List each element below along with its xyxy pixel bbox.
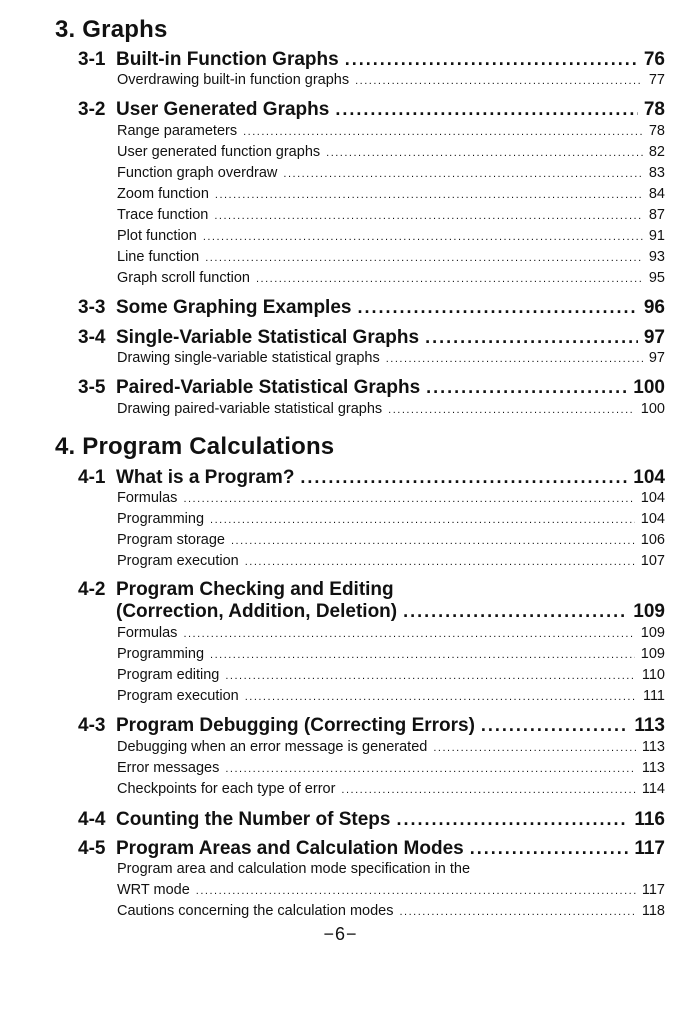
dot-leader	[225, 760, 636, 778]
dot-leader	[214, 207, 643, 225]
section-page: 117	[634, 838, 665, 859]
section-title-line1: Program Checking and Editing	[116, 579, 394, 600]
entry-page: 100	[640, 401, 665, 417]
entry-title: Program execution	[117, 688, 239, 704]
toc-entry[interactable]	[117, 248, 665, 267]
toc-entry[interactable]	[117, 206, 665, 225]
dot-leader	[245, 553, 635, 571]
dot-leader	[243, 123, 643, 141]
entry-page: 95	[648, 270, 665, 286]
toc-entry-line1: Program area and calculation mode specification in the	[117, 861, 471, 877]
dot-leader	[196, 882, 636, 900]
dot-leader	[433, 739, 636, 757]
entry-title: Graph scroll function	[117, 270, 250, 286]
entry-title: Checkpoints for each type of error	[117, 781, 336, 797]
entry-page: 114	[641, 781, 665, 797]
entry-title: Drawing single-variable statistical graphs	[117, 350, 380, 366]
toc-entry[interactable]	[117, 71, 665, 90]
entry-title: Programming	[117, 511, 205, 527]
section-page: 109	[633, 601, 665, 622]
entry-page: 118	[641, 903, 665, 919]
toc-section-3-4[interactable]	[78, 326, 665, 349]
entry-title: User generated function graphs	[117, 144, 321, 160]
section-number: 3-1	[78, 49, 106, 70]
toc-entry[interactable]	[117, 624, 665, 643]
entry-title: Line function	[117, 249, 200, 265]
section-number: 4-5	[78, 838, 106, 859]
toc-entry[interactable]	[117, 531, 665, 550]
entry-page: 111	[642, 688, 665, 704]
dot-leader	[300, 466, 627, 488]
dot-leader	[210, 511, 635, 529]
entry-page: 106	[640, 532, 665, 548]
toc-entry[interactable]	[117, 687, 665, 706]
section-number: 4-1	[78, 467, 106, 488]
chapter-3-heading: 3. Graphs	[55, 16, 168, 43]
dot-leader	[396, 808, 628, 830]
entry-page: 91	[648, 228, 665, 244]
section-page: 76	[643, 49, 665, 70]
toc-entry[interactable]	[117, 881, 665, 900]
toc-section-3-1[interactable]	[78, 48, 665, 71]
section-page: 113	[634, 715, 665, 736]
section-title: Single-Variable Statistical Graphs	[116, 327, 420, 348]
section-page: 104	[633, 467, 665, 488]
entry-page: 110	[641, 667, 665, 683]
toc-entry[interactable]	[117, 269, 665, 288]
toc-entry[interactable]	[117, 164, 665, 183]
section-number: 4-2	[78, 579, 106, 600]
dot-leader	[355, 72, 643, 90]
toc-entry[interactable]	[117, 122, 665, 141]
entry-title: Zoom function	[117, 186, 209, 202]
dot-leader	[210, 646, 635, 664]
entry-page: 87	[648, 207, 665, 223]
section-title: User Generated Graphs	[116, 99, 330, 120]
toc-section-4-5[interactable]	[78, 837, 665, 860]
dot-leader	[470, 837, 629, 859]
page-number-footer: −6−	[323, 924, 358, 944]
entry-title: Drawing paired-variable statistical graphs	[117, 401, 383, 417]
dot-leader	[403, 600, 627, 622]
toc-section-3-5[interactable]	[78, 376, 665, 399]
entry-title: Debugging when an error message is generated	[117, 739, 428, 755]
dot-leader	[399, 903, 635, 921]
section-title: (Correction, Addition, Deletion)	[116, 601, 398, 622]
entry-title: Cautions concerning the calculation modes	[117, 903, 394, 919]
entry-page: 113	[641, 760, 665, 776]
dot-leader	[386, 350, 643, 368]
section-page: 96	[643, 297, 665, 318]
toc-section-4-2-line1[interactable]	[78, 579, 665, 601]
entry-title: Program storage	[117, 532, 225, 548]
entry-page: 77	[648, 72, 665, 88]
section-title: Paired-Variable Statistical Graphs	[116, 377, 421, 398]
dot-leader	[326, 144, 643, 162]
entry-title: Trace function	[117, 207, 209, 223]
dot-leader	[357, 296, 637, 318]
toc-entry[interactable]	[117, 489, 665, 508]
toc-section-4-1[interactable]	[78, 466, 665, 489]
entry-page: 82	[648, 144, 665, 160]
entry-title: Programming	[117, 646, 205, 662]
section-title: Program Areas and Calculation Modes	[116, 838, 464, 859]
toc-entry[interactable]	[117, 759, 665, 778]
dot-leader	[215, 186, 643, 204]
section-number: 4-3	[78, 715, 106, 736]
dot-leader	[283, 165, 642, 183]
toc-entry[interactable]	[117, 738, 665, 757]
entry-page: 78	[648, 123, 665, 139]
entry-title: WRT mode	[117, 882, 190, 898]
section-title: Program Debugging (Correcting Errors)	[116, 715, 475, 736]
dot-leader	[341, 781, 635, 799]
section-title: What is a Program?	[116, 467, 295, 488]
entry-page: 104	[640, 511, 665, 527]
entry-title: Range parameters	[117, 123, 238, 139]
entry-page: 84	[648, 186, 665, 202]
entry-title: Formulas	[117, 625, 178, 641]
toc-entry[interactable]	[117, 666, 665, 685]
section-number: 4-4	[78, 809, 106, 830]
entry-page: 117	[641, 882, 665, 898]
entry-title: Error messages	[117, 760, 220, 776]
toc-entry[interactable]	[117, 780, 665, 799]
entry-page: 109	[640, 646, 665, 662]
toc-entry[interactable]	[117, 227, 665, 246]
dot-leader	[245, 688, 637, 706]
entry-title: Plot function	[117, 228, 197, 244]
toc-entry[interactable]	[117, 902, 665, 921]
section-page: 100	[633, 377, 665, 398]
dot-leader	[225, 667, 636, 685]
section-page: 78	[643, 99, 665, 120]
dot-leader	[388, 401, 635, 419]
toc-section-3-3[interactable]	[78, 296, 665, 319]
toc-section-4-2[interactable]	[78, 600, 665, 623]
entry-title: Program execution	[117, 553, 239, 569]
section-number: 3-5	[78, 377, 106, 398]
toc-entry[interactable]	[117, 349, 665, 368]
dot-leader	[335, 98, 638, 120]
toc-section-3-2[interactable]	[78, 98, 665, 121]
section-number: 3-2	[78, 99, 106, 120]
section-title: Some Graphing Examples	[116, 297, 352, 318]
entry-title: Function graph overdraw	[117, 165, 278, 181]
dot-leader	[345, 48, 638, 70]
entry-page: 83	[648, 165, 665, 181]
toc-entry[interactable]	[117, 510, 665, 529]
section-page: 116	[634, 809, 665, 830]
toc-entry[interactable]	[117, 143, 665, 162]
dot-leader	[203, 228, 643, 246]
section-page: 97	[643, 327, 665, 348]
dot-leader	[256, 270, 643, 288]
dot-leader	[231, 532, 635, 550]
dot-leader	[205, 249, 643, 267]
toc-entry[interactable]	[117, 400, 665, 419]
entry-page: 97	[648, 350, 665, 366]
section-number: 3-3	[78, 297, 106, 318]
entry-page: 107	[640, 553, 665, 569]
toc-entry[interactable]	[117, 645, 665, 664]
entry-title: Formulas	[117, 490, 178, 506]
entry-page: 109	[640, 625, 665, 641]
chapter-4-heading: 4. Program Calculations	[55, 433, 335, 460]
dot-leader	[425, 326, 638, 348]
entry-page: 93	[648, 249, 665, 265]
toc-section-4-3[interactable]	[78, 714, 665, 737]
dot-leader	[183, 490, 634, 508]
entry-page: 104	[640, 490, 665, 506]
toc-entry[interactable]	[117, 552, 665, 571]
dot-leader	[481, 714, 628, 736]
section-number: 3-4	[78, 327, 106, 348]
section-title: Built-in Function Graphs	[116, 49, 339, 70]
dot-leader	[183, 625, 634, 643]
toc-entry[interactable]	[117, 185, 665, 204]
dot-leader	[426, 376, 627, 398]
toc-section-4-4[interactable]	[78, 808, 665, 831]
section-title: Counting the Number of Steps	[116, 809, 391, 830]
entry-title: Program editing	[117, 667, 220, 683]
entry-title: Overdrawing built-in function graphs	[117, 72, 350, 88]
entry-page: 113	[641, 739, 665, 755]
